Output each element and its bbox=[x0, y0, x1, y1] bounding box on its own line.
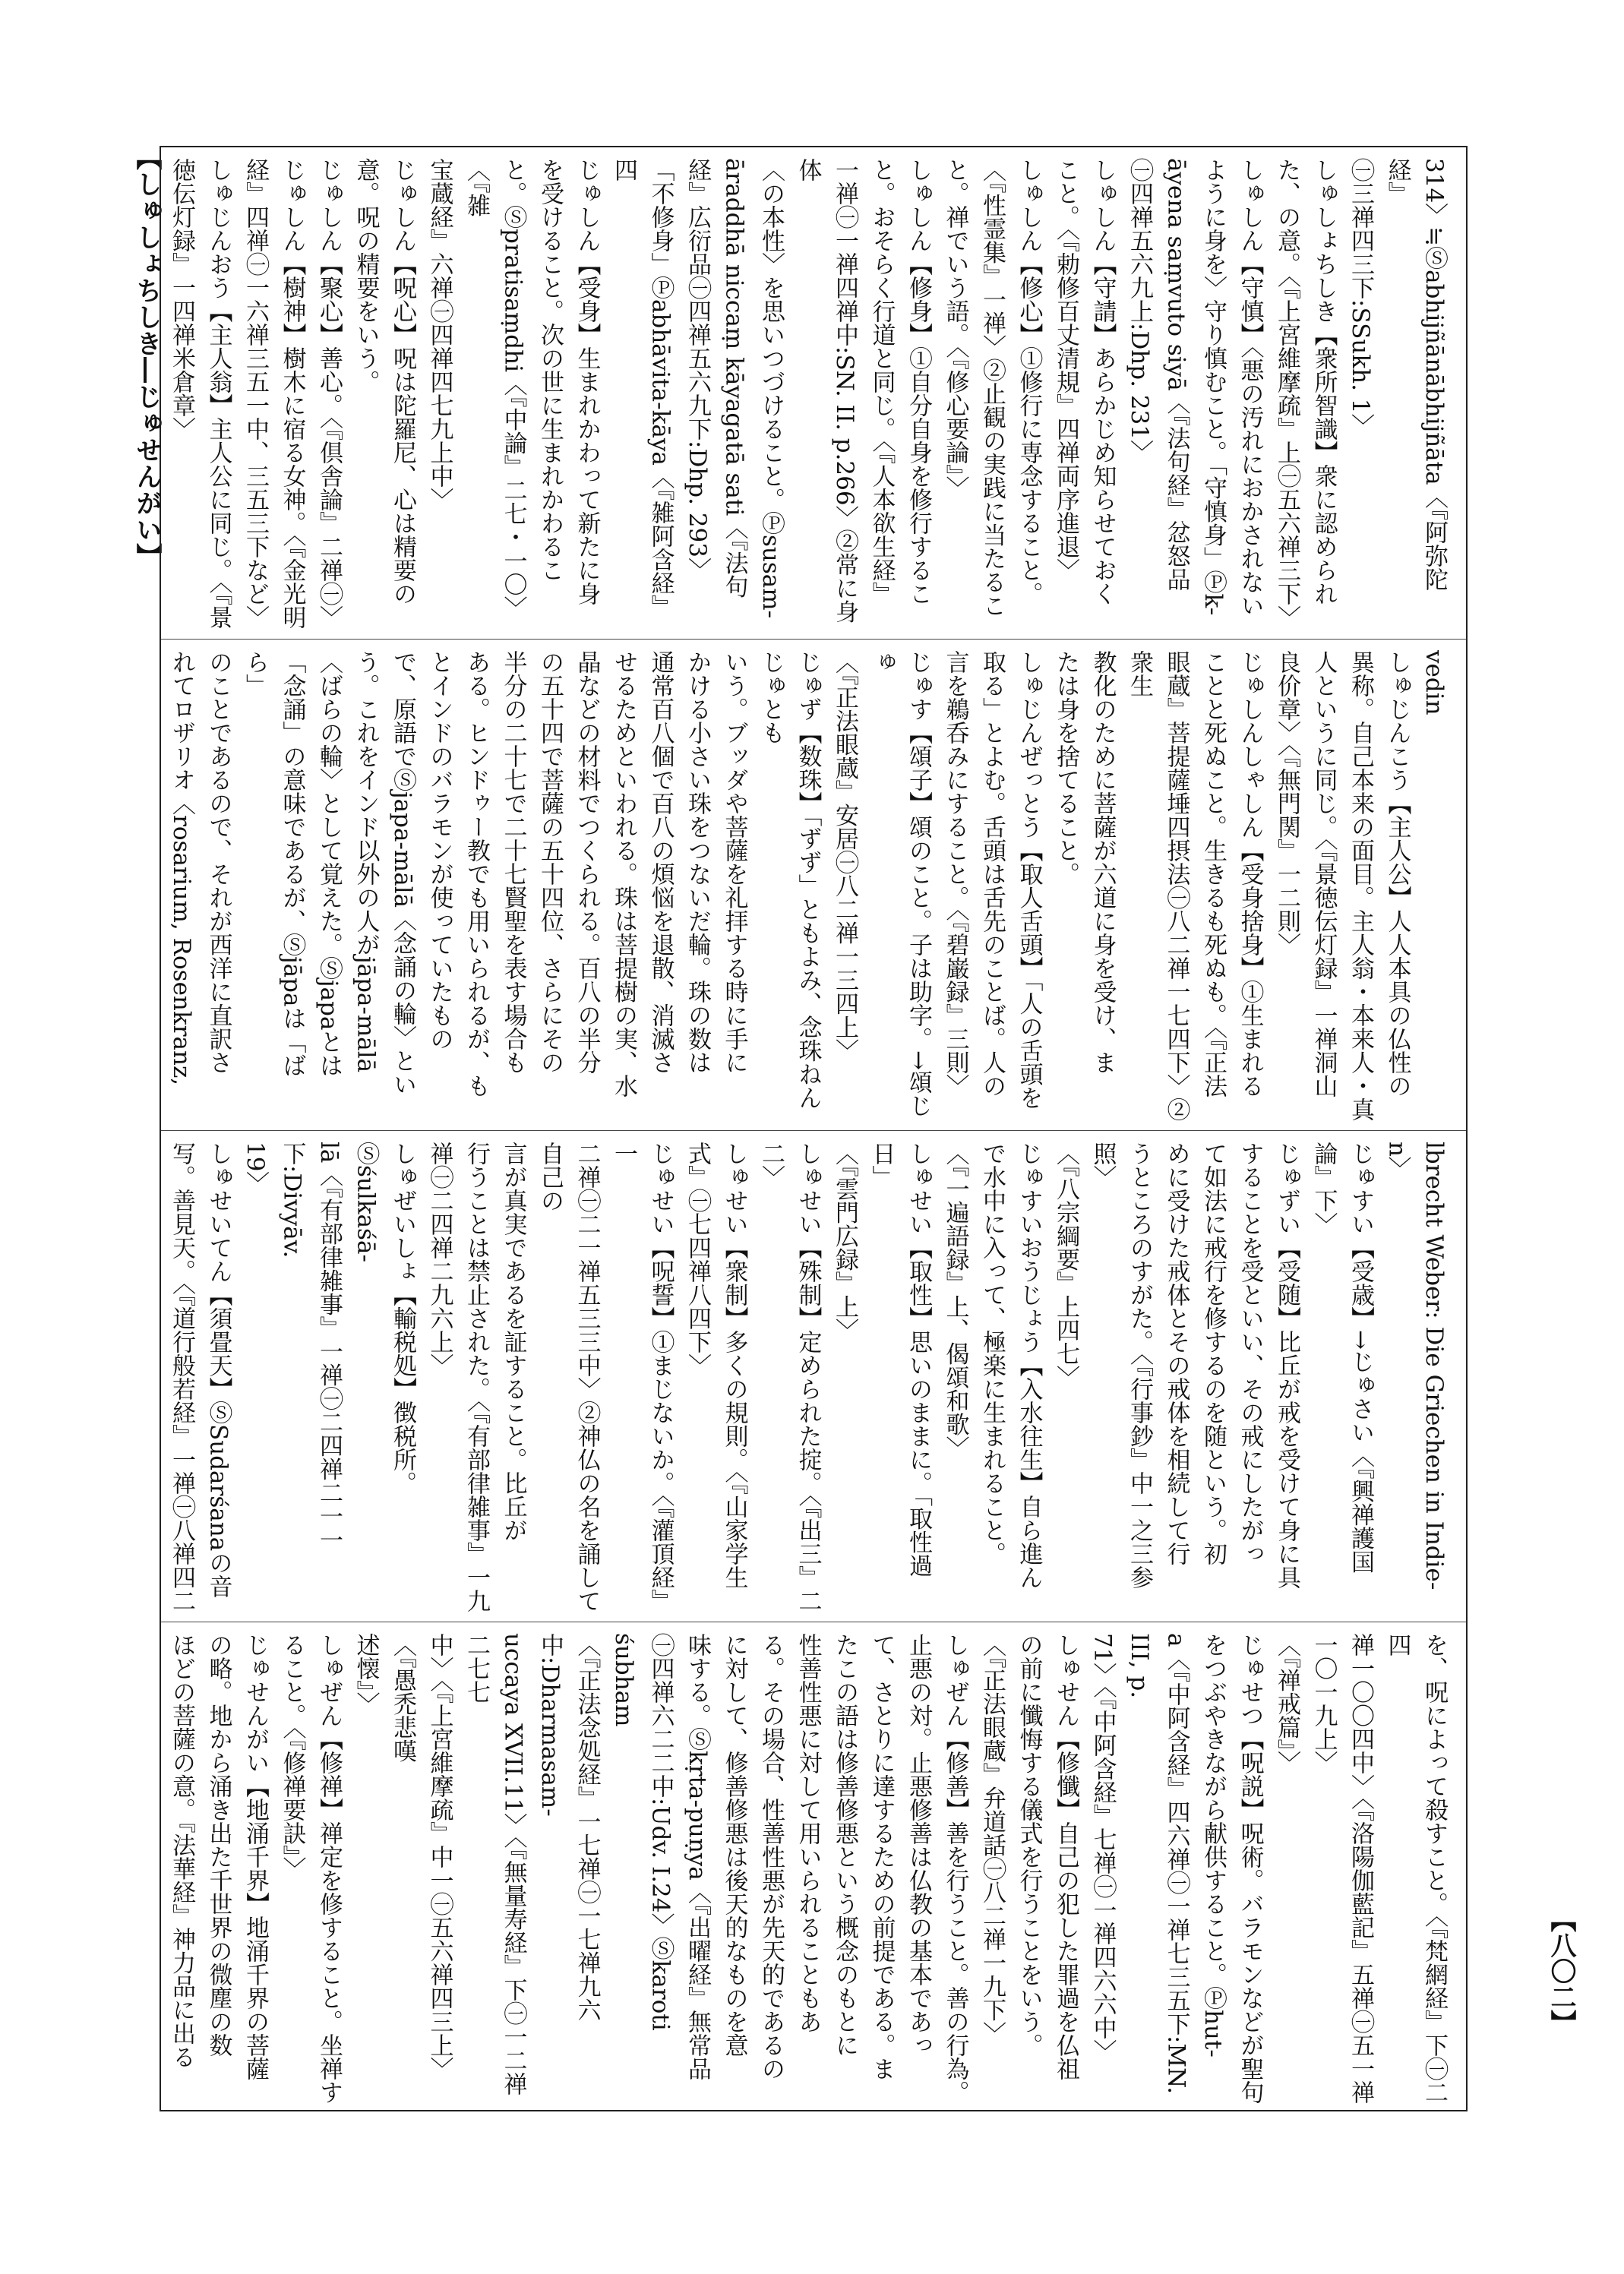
page-header: 【しゅしょちしき―じゅせんがい】 bbox=[131, 144, 162, 570]
tier-2-text: vedin しゅじんこう【主人公】人人本具の仏性の 異称。自己本来の面目。主人翁・本来人・真 人というに同じ。〈『景徳伝灯録』一禅洞山 良价章〉〈『無門関』一二則〉 じゅしんしゃしん【受身捨身】①生まれる ことと死ぬこと。生きるも死ぬも。〈『正法 眼蔵』菩提薩埵四摂法㊀八二禅一七四下〉②衆生 教化のために菩薩が六道に身を受け、ま たは身を捨てること。 しゅじんぜっとう【取人舌頭】「人の舌頭を 取る」とよむ。舌頭は舌先のことば。人の 言を鵜呑みにすること。〈『碧巌録』三則〉 じゅす【頌子】頌のこと。子は助字。→頌じゅ 〈『正法眼蔵』安居㊀八二禅一三四上〉 じゅず【数珠】「ずず」ともよみ、念珠ねんじゅとも いう。ブッダや菩薩を礼拝する時に手に かける小さい珠をつないだ輪。珠の数は 通常百八個で百八の煩悩を退散、消滅さ せるためといわれる。珠は菩提樹の実、水 晶などの材料でつくられる。百八の半分 の五十四で菩薩の五十四位、さらにその 半分の二十七で二十七賢聖を表す場合も ある。ヒンドゥー教でも用いられるが、も とインドのバラモンが使っていたもの で、原語でⓈjapa-mālā〈念誦の輪〉とい う。これをインド以外の人がjāpa-mālā 〈ばらの輪〉として覚えた。Ⓢjapaとは 「念誦」の意味であるが、Ⓢjāpaは「ばら」 のことであるので、それが西洋に直訳さ れてロザリオ〈rosarium, Rosenkranz, bbox=[168, 650, 1448, 1121]
tier-4-text: を、呪によって殺すこと。〈『梵網経』下㊀二四 禅一〇〇四中〉〈『洛陽伽藍記』五禅㊀五一禅一〇一九上〉 〈『禅戒篇』〉 じゅせつ【呪説】呪術。バラモンなどが聖句 をつぶやきながら献供すること。Ⓟhut- a〈『中阿含経』四六禅㊀一禅七三五下:MN. III, p. 71〉〈『中阿含経』七禅㊀一禅四六六中〉 しゅせん【修懺】自己の犯した罪過を仏祖 の前に懺悔する儀式を行うことをいう。 〈『正法眼蔵』弁道話㊀八二禅一九下〉 しゅぜん【修善】善を行うこと。善の行為。 止悪の対。止悪修善は仏教の基本であっ て、さとりに達するための前提である。ま たこの語は修善修悪という概念のもとに 性善性悪に対して用いられることもあ る。その場合、性善性悪が先天的であるの に対して、修善修悪は後天的なものを意 味する。Ⓢkṛta-puṇya〈『出曜経』無常品 ㊀四禅六二二中:Udv. I.24〉Ⓢkaroti śubham 〈『正法念処経』一七禅㊀一七禅九六中:Dharmasam- uccaya XVII.11〉〈『無量寿経』下㊀一二禅二七七 中〉〈『上宮維摩疏』中一㊀五六禅四三上〉〈『愚禿悲嘆 述懐』〉 しゅぜん【修禅】禅定を修すること。坐禅す ること。〈『修禅要訣』〉 じゅせんがい【地涌千界】地涌千界の菩薩 の略。地から涌き出た千世界の微塵の数 ほどの菩薩の意。『法華経』神力品に出る bbox=[168, 1633, 1448, 2104]
dictionary-frame bbox=[160, 146, 1468, 2111]
tier-4 bbox=[161, 1622, 1466, 2113]
page-number: 【八〇二】 bbox=[1546, 1906, 1576, 2036]
tier-3 bbox=[161, 1130, 1466, 1622]
tier-2 bbox=[161, 639, 1466, 1130]
tier-1 bbox=[161, 147, 1466, 639]
tier-3-text: lbrecht Weber: Die Griechen in Indie- n〉 じゅすい【受歳】→じゅさい〈『興禅護国 論』下〉 じゅずい【受随】比丘が戒を受けて身に具 することを受といい、その戒にしたがっ て如法に戒行を修するのを随という。初 めに受けた戒体とその戒体を相続して行 うところのすがた。〈『行事鈔』中一之三参照〉 〈『八宗綱要』上四七〉 じゅすいおうじょう【入水往生】自ら進ん で水中に入って、極楽に生まれること。 〈『一遍語録』上、偈頌和歌〉 しゅせい【取性】思いのままに。「取性過日」 〈『雲門広録』上〉 しゅせい【殊制】定められた掟。〈『出三』二 二〉 しゅせい【衆制】多くの規則。〈『山家学生 式』㊀七四禅八四下〉 じゅせい【呪誓】①まじないか。〈『灌頂経』一 二禅㊀二一禅五三三中〉②神仏の名を誦して自己の 言が真実であるを証すること。比丘が 行うことは禁止された。〈『有部律雑事』一九 禅㊀二四禅二九六上〉 しゅぜいしょ【輸税処】徴税所。Ⓢśulkaśā- lā〈『有部律雑事』一禅㊀二四禅二一一下:Divyāv. 19〉 しゅせいてん【須畳天】ⓈSudarśanaの音 写。善見天。〈『道行般若経』一禅㊀八禅四二 bbox=[168, 1142, 1448, 1612]
tier-1-text: 314〉≒Ⓢabhijñānābhijñāta〈『阿弥陀経』 ㊀三禅四三下:SSukh. 1〉 しゅしょちしき【衆所智識】衆に認められ た、の意。〈『上宮維摩疏』上㊀五六禅三下〉 しゅしん【守慎】〈悪の汚れにおかされない ように身を〉守り慎むこと。「守慎身」Ⓟk- āyena saṃvuto siyā〈『法句経』忿怒品 ㊀四禅五六九上:Dhp. 231〉 しゅしん【守請】あらかじめ知らせておく こと。〈『勅修百丈清規』四禅両序進退〉 しゅしん【修心】①修行に専念すること。 〈『性霊集』一禅〉②止観の実践に当たるこ と。禅でいう語。〈『修心要論』〉 しゅしん【修身】①自分自身を修行するこ と。おそらく行道と同じ。〈『人本欲生経』 一禅㊀一禅四禅中:SN. II. p.266〉②常に身体 〈の本性〉を思いつづけること。Ⓟsusam- āraddhā niccaṃ kāyagatā sati〈『法句 経』広衍品㊀四禅五六九下:Dhp. 293〉 「不修身」Ⓟabhāvita-kāya〈『雑阿含経』四 じゅしん【受身】生まれかわって新たに身 を受けること。次の世に生まれかわるこ と。Ⓢpratisaṃdhi〈『中論』二七・一〇〉〈『雑 宝蔵経』六禅㊀四禅四七九上中〉 じゅしん【呪心】呪は陀羅尼、心は精要の 意。呪の精要をいう。 じゅしん【聚心】善心。〈『倶舎論』二禅㊀〉 じゅしん【樹神】樹木に宿る女神。〈『金光明 経』四禅㊀一六禅三五一中、三五三下など〉 しゅじんおう【主人翁】主人公に同じ。〈『景 徳伝灯録』一四禅米倉章〉 bbox=[168, 158, 1448, 629]
